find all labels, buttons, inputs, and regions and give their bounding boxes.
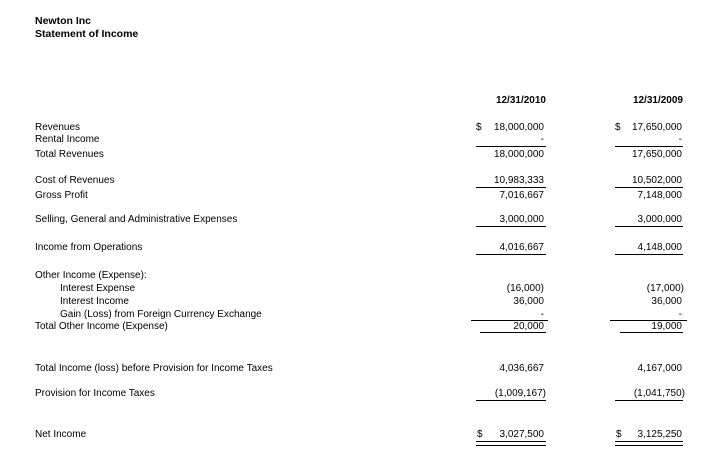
value-total-other-income-2009: 19,000 (651, 321, 682, 332)
value-revenues-2009: 17,650,000 (631, 122, 682, 133)
underline (615, 226, 683, 227)
value-fx-gain-loss-2009: - (678, 309, 682, 320)
row-label-cost-of-revenues: Cost of Revenues (35, 175, 115, 186)
underline (476, 226, 546, 227)
row-label-total-other-income: Total Other Income (Expense) (35, 321, 168, 332)
value-income-before-taxes-2009: 4,167,000 (637, 363, 682, 374)
dollar-sign: $ (476, 122, 482, 133)
value-total-revenues-2010: 18,000,000 (493, 149, 544, 160)
value-net-income-2009: 3,125,250 (637, 429, 682, 440)
value-cost-of-revenues-2010: 10,983,333 (493, 175, 544, 186)
value-sga-2010: 3,000,000 (499, 214, 544, 225)
row-label-interest-expense: Interest Expense (60, 283, 136, 294)
row-label-sga: Selling, General and Administrative Expenses (35, 214, 238, 225)
value-revenues-2010: 18,000,000 (493, 122, 544, 133)
row-label-income-from-operations: Income from Operations (35, 242, 143, 253)
underline (615, 187, 683, 188)
value-interest-income-2009: 36,000 (651, 296, 682, 307)
company-name: Newton Inc (35, 15, 92, 27)
dollar-sign: $ (615, 122, 621, 133)
value-total-other-income-2010: 20,000 (513, 321, 544, 332)
value-interest-expense-2010: (16,000) (506, 283, 544, 294)
underline (615, 146, 683, 147)
row-label-net-income: Net Income (35, 429, 87, 440)
double-underline (476, 441, 546, 446)
value-gross-profit-2009: 7,148,000 (637, 190, 682, 201)
value-rental-income-2009: - (678, 134, 682, 145)
column-header-2009: 12/31/2009 (632, 95, 683, 106)
column-header-2010: 12/31/2010 (495, 95, 546, 106)
row-label-total-revenues: Total Revenues (35, 149, 104, 160)
value-sga-2009: 3,000,000 (637, 214, 682, 225)
row-label-income-before-taxes: Total Income (loss) before Provision for Income Taxes (35, 363, 273, 374)
row-label-fx-gain-loss: Gain (Loss) from Foreign Currency Exchange (60, 309, 262, 320)
dollar-sign: $ (616, 429, 622, 440)
value-interest-expense-2009: (17,000) (646, 283, 684, 294)
value-cost-of-revenues-2009: 10,502,000 (631, 175, 682, 186)
value-fx-gain-loss-2010: - (540, 309, 544, 320)
row-label-provision-income-taxes: Provision for Income Taxes (35, 388, 155, 399)
value-net-income-2010: 3,027,500 (499, 429, 544, 440)
underline (480, 332, 546, 333)
underline (476, 187, 546, 188)
dollar-sign: $ (477, 429, 483, 440)
underline (476, 254, 546, 255)
underline (476, 400, 546, 401)
row-label-gross-profit: Gross Profit (35, 190, 88, 201)
row-label-rental-income: Rental Income (35, 134, 100, 145)
value-income-from-operations-2010: 4,016,667 (499, 242, 544, 253)
value-total-revenues-2009: 17,650,000 (631, 149, 682, 160)
value-interest-income-2010: 36,000 (513, 296, 544, 307)
value-gross-profit-2010: 7,016,667 (499, 190, 544, 201)
value-provision-income-taxes-2009: (1,041,750) (633, 388, 685, 399)
value-rental-income-2010: - (540, 134, 544, 145)
value-income-before-taxes-2010: 4,036,667 (499, 363, 544, 374)
underline (615, 400, 683, 401)
row-label-revenues: Revenues (35, 122, 81, 133)
underline (476, 146, 546, 147)
row-label-interest-income: Interest Income (60, 296, 129, 307)
double-underline (615, 441, 683, 446)
row-label-other-income-header: Other Income (Expense): (35, 270, 147, 281)
underline (615, 254, 683, 255)
value-income-from-operations-2009: 4,148,000 (637, 242, 682, 253)
statement-title: Statement of Income (35, 28, 139, 40)
value-provision-income-taxes-2010: (1,009,167) (494, 388, 546, 399)
underline (620, 332, 683, 333)
